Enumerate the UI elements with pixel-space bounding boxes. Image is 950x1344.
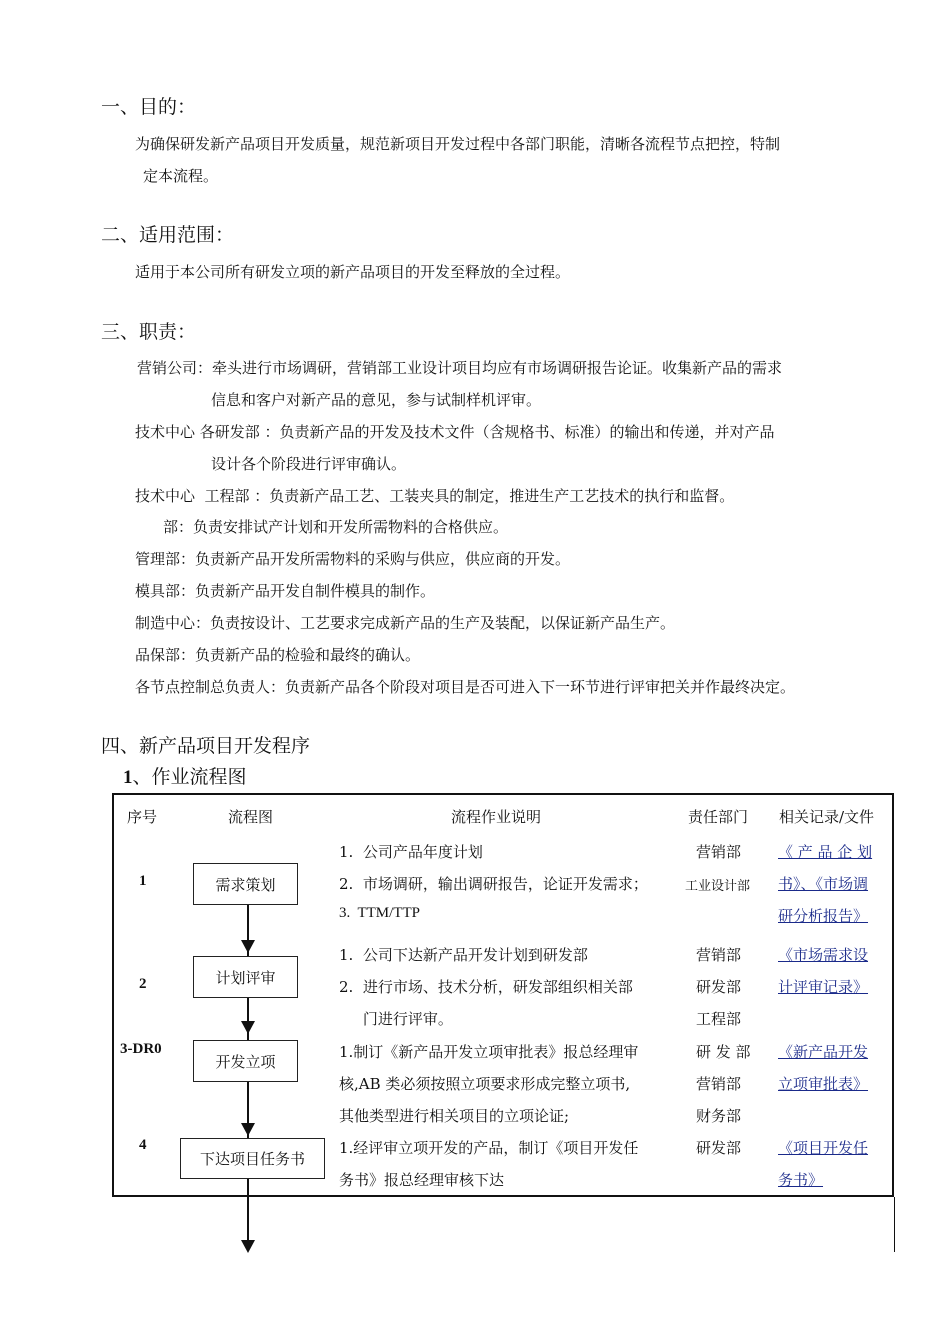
duty-line: 信息和客户对新产品的意见，参与试制样机评审。	[211, 391, 542, 409]
flow-box-label: 下达项目任务书	[199, 1150, 305, 1168]
flow-box-label: 开发立项	[215, 1052, 276, 1071]
subsection-title: 、作业流程图	[132, 766, 247, 788]
duty-line: 模具部：负责新产品开发自制件模具的制作。	[135, 582, 436, 600]
duty-line: 制造中心：负责按设计、工艺要求完成新产品的生产及装配，以保证新产品生产。	[135, 614, 676, 632]
row3-desc-line: 核,AB 类必须按照立项要求形成完整立项书,	[339, 1075, 631, 1093]
row2-dept: 营销部	[696, 946, 742, 964]
duty-line: 设计各个阶段进行评审确认。	[211, 455, 407, 473]
flow-box-plan-review	[193, 956, 298, 998]
header-description: 流程作业说明	[451, 808, 542, 826]
row1-record-link[interactable]: 书》、《市场调	[778, 875, 869, 893]
row3-desc-line: 1.制订《新产品开发立项审批表》报总经理审	[339, 1043, 639, 1061]
row3-dept: 财务部	[696, 1107, 742, 1125]
row-seq-2: 2	[139, 976, 147, 992]
row3-dept: 研 发 部	[696, 1043, 751, 1061]
row2-record-link[interactable]: 《市场需求设	[778, 946, 869, 964]
purpose-text-line1: 为确保研发新产品项目开发质量，规范新项目开发过程中各部门职能，清晰各流程节点把控，特制	[135, 135, 781, 153]
flow-box-project-initiation	[193, 1040, 298, 1082]
section-heading-scope: 二、适用范围：	[101, 224, 235, 246]
row1-desc-line: 3. TTM/TTP	[339, 905, 420, 921]
purpose-text-line2: 定本流程。	[143, 167, 219, 185]
arrow-down-icon	[241, 1123, 255, 1137]
subsection-heading-flowchart	[123, 762, 247, 789]
duty-line: 技术中心 各研发部 ：负责新产品的开发及技术文件（含规格书、标准）的输出和传递，并对产品	[135, 423, 775, 441]
header-department: 责任部门	[688, 808, 749, 826]
row3-desc-line: 其他类型进行相关项目的立项论证;	[339, 1107, 570, 1125]
flow-box-issue-task-book	[180, 1138, 325, 1179]
row4-dept: 研发部	[696, 1139, 742, 1157]
section-heading-purpose: 一、目的：	[101, 96, 197, 118]
row2-dept: 工程部	[696, 1010, 742, 1028]
row2-desc-line: 1. 公司下达新产品开发计划到研发部	[339, 946, 588, 964]
row3-dept: 营销部	[696, 1075, 742, 1093]
duty-line: 营销公司：牵头进行市场调研，营销部工业设计项目均应有市场调研报告论证。收集新产品的需求	[137, 359, 783, 377]
row2-record-link[interactable]: 计评审记录》	[778, 978, 869, 996]
arrow-down-icon	[241, 1240, 255, 1254]
duty-line: 技术中心 工程部 ：负责新产品工艺、工装夹具的制定，推进生产工艺技术的执行和监督。	[135, 487, 735, 505]
header-flowchart: 流程图	[228, 808, 274, 826]
row4-desc-line: 1.经评审立项开发的产品，制订《项目开发任	[339, 1139, 639, 1157]
arrow-down-icon	[241, 940, 255, 954]
row1-desc-line: 1. 公司产品年度计划	[339, 843, 483, 861]
duty-line: 品保部：负责新产品的检验和最终的确认。	[135, 646, 421, 664]
flow-box-label: 计划评审	[215, 968, 276, 987]
row2-desc-line: 门进行评审。	[339, 1010, 453, 1028]
row4-desc-line: 务书》报总经理审核下达	[339, 1171, 505, 1189]
row4-record-link[interactable]: 务书》	[778, 1171, 824, 1189]
scope-text: 适用于本公司所有研发立项的新产品项目的开发至释放的全过程。	[135, 263, 571, 281]
flow-box-demand-planning	[193, 863, 298, 905]
flow-box-label: 需求策划	[215, 875, 276, 894]
header-records: 相关记录/文件	[779, 808, 875, 826]
row2-desc-line: 2. 进行市场、技术分析，研发部组织相关部	[339, 978, 633, 996]
duty-line: 各节点控制总负责人：负责新产品各个阶段对项目是否可进入下一环节进行评审把关并作最终决定。	[135, 678, 796, 696]
row1-dept: 营销部	[696, 843, 742, 861]
header-seq: 序号	[127, 808, 158, 826]
row3-record-link[interactable]: 立项审批表》	[778, 1075, 869, 1093]
row1-desc-line: 2. 市场调研，输出调研报告，论证开发需求；	[339, 875, 648, 893]
row1-record-link[interactable]: 《 产 品 企 划	[778, 843, 873, 861]
row-seq-3: 3-DR0	[120, 1041, 162, 1057]
row4-record-link[interactable]: 《项目开发任	[778, 1139, 869, 1157]
row2-dept: 研发部	[696, 978, 742, 996]
arrow-down-icon	[241, 1021, 255, 1035]
row1-dept: 工业设计部	[685, 879, 751, 894]
section-heading-procedure: 四、新产品项目开发程序	[101, 735, 311, 757]
duty-line: 管理部：负责新产品开发所需物料的采购与供应，供应商的开发。	[135, 550, 571, 568]
row3-record-link[interactable]: 《新产品开发	[778, 1043, 869, 1061]
subsection-number: 1	[123, 767, 133, 788]
row-seq-1: 1	[139, 873, 147, 889]
section-heading-duties: 三、职责：	[101, 321, 197, 343]
row-seq-4: 4	[139, 1137, 147, 1153]
duty-line: 部：负责安排试产计划和开发所需物料的合格供应。	[163, 518, 509, 536]
row1-record-link[interactable]: 研分析报告》	[778, 907, 869, 925]
